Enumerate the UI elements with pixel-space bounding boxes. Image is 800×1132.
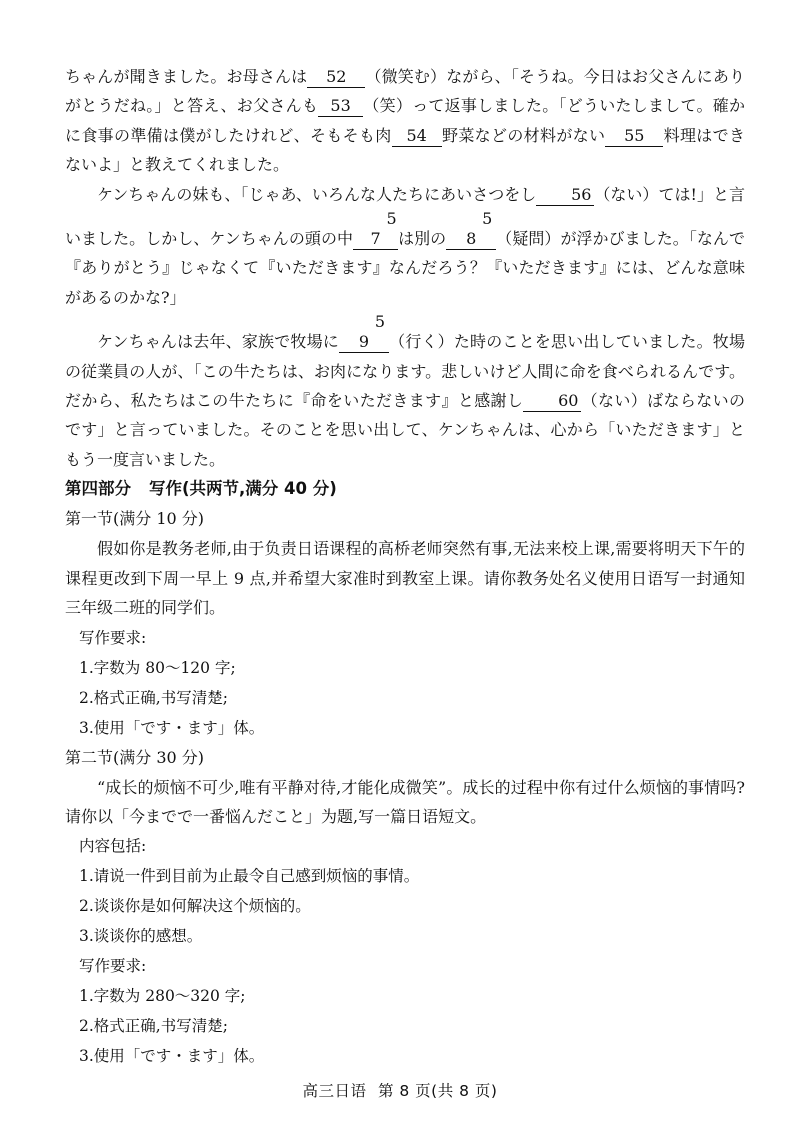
section2-content-title: 内容包括: (79, 837, 147, 856)
section1-requirements-title: 写作要求: (79, 628, 147, 647)
section1-prompt: 假如你是教务老师,由于负责日语课程的高桥老师突然有事,无法来校上课,需要将明天下午的课程更改到下周一早上 9 点,并希望大家准时到教室上课。请你教务处名义使用日语写一封通知三年级二班的同学们。 (65, 539, 745, 618)
exam-page (65, 62, 745, 1071)
section1-requirement: 2.格式正确,书写清楚; (79, 688, 228, 707)
blank-57: 57 (353, 209, 398, 250)
reading-paragraph-2 (65, 180, 745, 313)
blank-52: 52 (307, 67, 365, 88)
blank-54: 54 (392, 126, 442, 147)
text: は別の (398, 229, 447, 249)
text: （ない）ては!」と言いました。しかし、ケンちゃんの頭の中 (65, 184, 746, 249)
section2-content-item: 3.谈谈你的感想。 (79, 927, 203, 946)
text: （行く）た時のことを思い出していました。牧場の従業員の人が、「この牛たちは、お肉になります。悲しいけど人間に命を食べられるんです。だから、私たちはこの牛たちに『命をいただきます』と感謝し (65, 332, 745, 411)
text: 料理はできないよ」と教えてくれました。 (65, 125, 745, 175)
text: （ない）ばならないのです」と言っていました。そのことを思い出して、ケンちゃんは、心から「いただきます」ともう一度言いました。 (65, 391, 745, 469)
section2-title: 第二节(满分 30 分) (65, 747, 205, 767)
section2-prompt: “成长的烦恼不可少,唯有平静对待,才能化成微笑”。成长的过程中你有过什么烦恼的事情吗?请你以「今までで一番悩んだこと」为题,写一篇日语短文。 (65, 777, 745, 826)
blank-60: 60 (523, 391, 581, 412)
text: 野菜などの材料がない (441, 125, 606, 145)
section1-requirement: 1.字数为 80～120 字; (79, 658, 236, 677)
part4-title-number: 第四部分 (65, 479, 131, 499)
text: ケンちゃんは去年、家族で牧場に (97, 332, 339, 352)
section2-requirement: 1.字数为 280～320 字; (79, 987, 246, 1006)
page-footer (0, 1079, 800, 1101)
blank-58: 58 (446, 209, 496, 250)
text: （疑問）が浮かびました。「なんで『ありがとう』じゃなくて『いただきます』なんだろう？『いただきます』には、どんな意味があるのかな?」 (65, 229, 745, 307)
part4-title (65, 474, 745, 504)
part4-title-text: 写作(共两节,满分 40 分) (149, 479, 337, 499)
section2-content-item: 2.谈谈你是如何解决这个烦恼的。 (79, 897, 311, 916)
section1-requirement: 3.使用「です・ます」体。 (79, 718, 265, 737)
blank-55: 55 (605, 126, 663, 147)
section2-content-item: 1.请说一件到目前为止最令自己感到烦恼的事情。 (79, 867, 420, 886)
blank-53: 53 (318, 96, 363, 117)
reading-paragraph-3 (65, 312, 745, 474)
text: ケンちゃんの妹も、「じゃあ、いろんな人たちにあいさつをし (97, 184, 537, 204)
section1-title: 第一节(满分 10 分) (65, 509, 205, 529)
blank-56: 56 (536, 185, 594, 206)
text: （笑）って返事しました。「どういたしまして。確かに食事の準備は僕がしたけれど、そもそも肉 (65, 96, 745, 145)
section2-requirement: 3.使用「です・ます」体。 (79, 1047, 265, 1066)
footer-page-number: 第 8 页(共 8 页) (377, 1082, 498, 1100)
footer-subject: 高三日语 (302, 1082, 367, 1100)
section2-requirements-title: 写作要求: (79, 957, 147, 976)
text: ちゃんが聞きました。お母さんは (65, 67, 308, 86)
text: （微笑む）ながら、「そうね。今日はお父さんにありがとうだね。」と答え、お父さんも (65, 67, 745, 116)
blank-59: 59 (339, 312, 389, 353)
section2-requirement: 2.格式正确,书写清楚; (79, 1017, 228, 1036)
reading-paragraph-1 (65, 62, 745, 180)
